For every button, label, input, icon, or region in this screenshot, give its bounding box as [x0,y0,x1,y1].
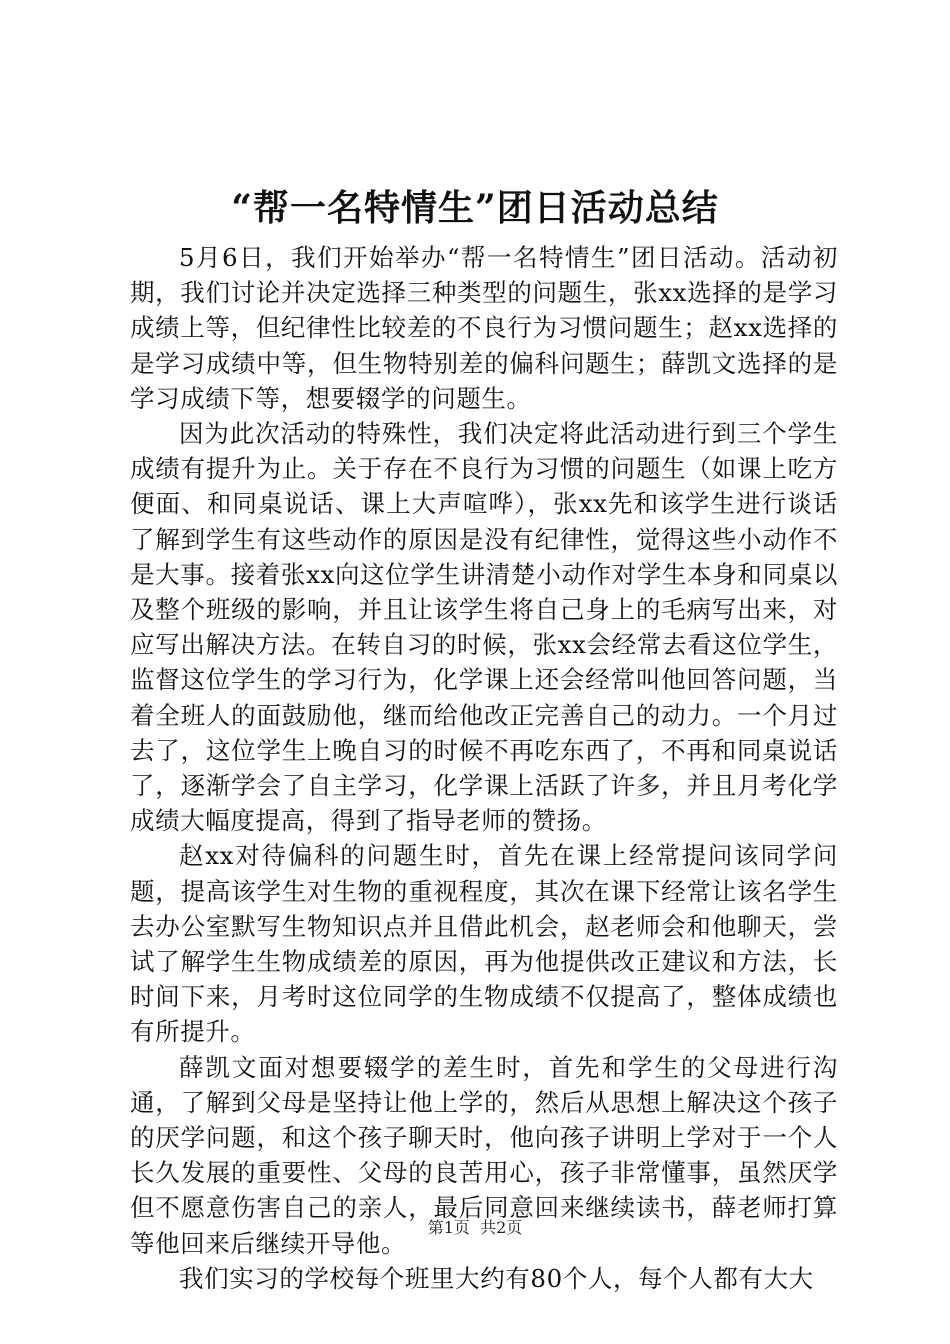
document-body [130,240,838,1296]
paragraph-1: 5月6日，我们开始举办“帮一名特情生”团日活动。活动初期，我们讨论并决定选择三种类型的问题生，张xx选择的是学习成绩上等，但纪律性比较差的不良行为习惯问题生；赵xx选择的是学习成绩中等，但生物特别差的偏科问题生；薛凯文选择的是学习成绩下等，想要辍学的问题生。 [130,243,838,413]
page-footer [0,1216,950,1240]
paragraph-3: 赵xx对待偏科的问题生时，首先在课上经常提问该同学问题，提高该学生对生物的重视程度，其次在课下经常让该名学生去办公室默写生物知识点并且借此机会，赵老师会和他聊天，尝试了解学生生物成绩差的原因，再为他提供改正建议和方法，长时间下来，月考时这位同学的生物成绩不仅提高了，整体成绩也有所提升。 [130,841,838,1047]
paragraph-5: 我们实习的学校每个班里大约有80个人，每个人都有大大 [179,1263,814,1293]
page-number: 第1页 [427,1218,470,1237]
paragraph-2: 因为此次活动的特殊性，我们决定将此活动进行到三个学生成绩有提升为止。关于存在不良行为习惯的问题生（如课上吃方便面、和同桌说话、课上大声喧哗），张xx先和该学生进行谈话了解到学生有这些动作的原因是没有纪律性，觉得这些小动作不是大事。接着张xx向这位学生讲清楚小动作对学生本身和同桌以及整个班级的影响，并且让该学生将自己身上的毛病写出来，对应写出解决方法。在转自习的时候，张xx会经常去看这位学生，监督这位学生的学习行为，化学课上还会经常叫他回答问题，当着全班人的面鼓励他，继而给他改正完善自己的动力。一个月过去了，这位学生上晚自习的时候不再吃东西了，不再和同桌说话了，逐渐学会了自主学习，化学课上活跃了许多，并且月考化学成绩大幅度提高，得到了指导老师的赞扬。 [130,419,838,836]
paragraph-4: 薛凯文面对想要辍学的差生时，首先和学生的父母进行沟通，了解到父母是坚持让他上学的，然后从思想上解决这个孩子的厌学问题，和这个孩子聊天时，他向孩子讲明上学对于一个人长久发展的重要性、父母的良苦用心，孩子非常懂事，虽然厌学但不愿意伤害自己的亲人，最后同意回来继续读书，薛老师打算等他回来后继续开导他。 [130,1052,838,1258]
document-title: “帮一名特情生”团日活动总结 [231,187,719,229]
page-total: 共2页 [480,1218,523,1237]
